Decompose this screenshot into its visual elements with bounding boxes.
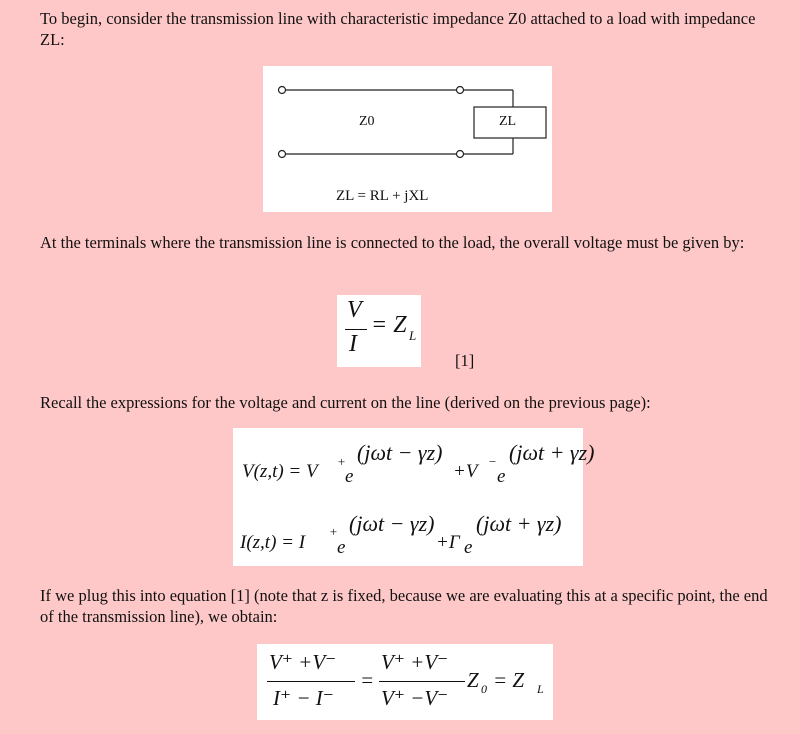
voltage-sup-minus: −	[488, 454, 497, 469]
current-e1: e	[337, 537, 346, 558]
terminal-bottom-right	[457, 151, 464, 158]
eq1-denominator: I	[349, 331, 357, 357]
voltage-sup-plus: +	[337, 454, 346, 469]
current-exp2: (jωt + γz)	[476, 511, 562, 536]
equation-number: [1]	[455, 351, 475, 370]
final-frac1-denominator: I⁺ − I⁻	[273, 686, 334, 710]
voltage-exp1: (jωt − γz)	[357, 440, 443, 465]
final-z0: Z	[467, 668, 479, 692]
final-frac2-numerator: V⁺ +V⁻	[381, 650, 449, 674]
eq1-rhs-subscript: L	[409, 328, 417, 343]
final-frac1-numerator: V⁺ +V⁻	[269, 650, 337, 674]
voltage-e2: e	[497, 466, 506, 487]
voltage-current-equations	[233, 428, 595, 566]
voltage-e1: e	[345, 466, 354, 487]
eq1-numerator: V	[347, 297, 362, 323]
final-rhs-subscript: L	[537, 682, 544, 696]
terminal-top-left	[279, 87, 286, 94]
eq1-rhs: = Z	[371, 312, 407, 338]
voltage-lhs: V(z,t) = V	[242, 461, 318, 482]
current-exp1: (jωt − γz)	[349, 511, 435, 536]
terminals-paragraph: At the terminals where the transmission line is connected to the load, the overall voltage must be given by:	[40, 233, 745, 252]
plug-paragraph: If we plug this into equation [1] (note that z is fixed, because we are evaluating this at a specific point, the end of the transmission line), we obtain:	[40, 586, 768, 626]
recall-paragraph: Recall the expressions for the voltage and current on the line (derived on the previous page):	[40, 393, 651, 412]
equation-1	[337, 295, 421, 367]
final-z0-subscript: 0	[481, 682, 487, 696]
final-frac2-denominator: V⁺ −V⁻	[381, 686, 449, 710]
final-rhs: = Z	[493, 668, 525, 692]
circuit-diagram	[263, 66, 552, 212]
final-equation	[257, 644, 553, 720]
impedance-caption: ZL = RL + jXL	[336, 188, 429, 204]
intro-paragraph: To begin, consider the transmission line with characteristic impedance Z0 attached to a load with impedance ZL:	[40, 9, 756, 49]
current-mid: +Γ	[436, 532, 460, 553]
voltage-mid: +V	[453, 461, 478, 482]
voltage-exp2: (jωt + γz)	[509, 440, 595, 465]
final-frac1-bar	[267, 681, 355, 682]
current-lhs: I(z,t) = I	[240, 532, 306, 553]
terminal-top-right	[457, 87, 464, 94]
load-impedance-label: ZL	[499, 114, 517, 129]
current-e2: e	[464, 537, 473, 558]
current-sup-plus: +	[329, 524, 338, 539]
final-equals: =	[360, 668, 375, 692]
terminal-bottom-left	[279, 151, 286, 158]
final-frac2-bar	[379, 681, 465, 682]
line-impedance-label: Z0	[359, 114, 375, 129]
